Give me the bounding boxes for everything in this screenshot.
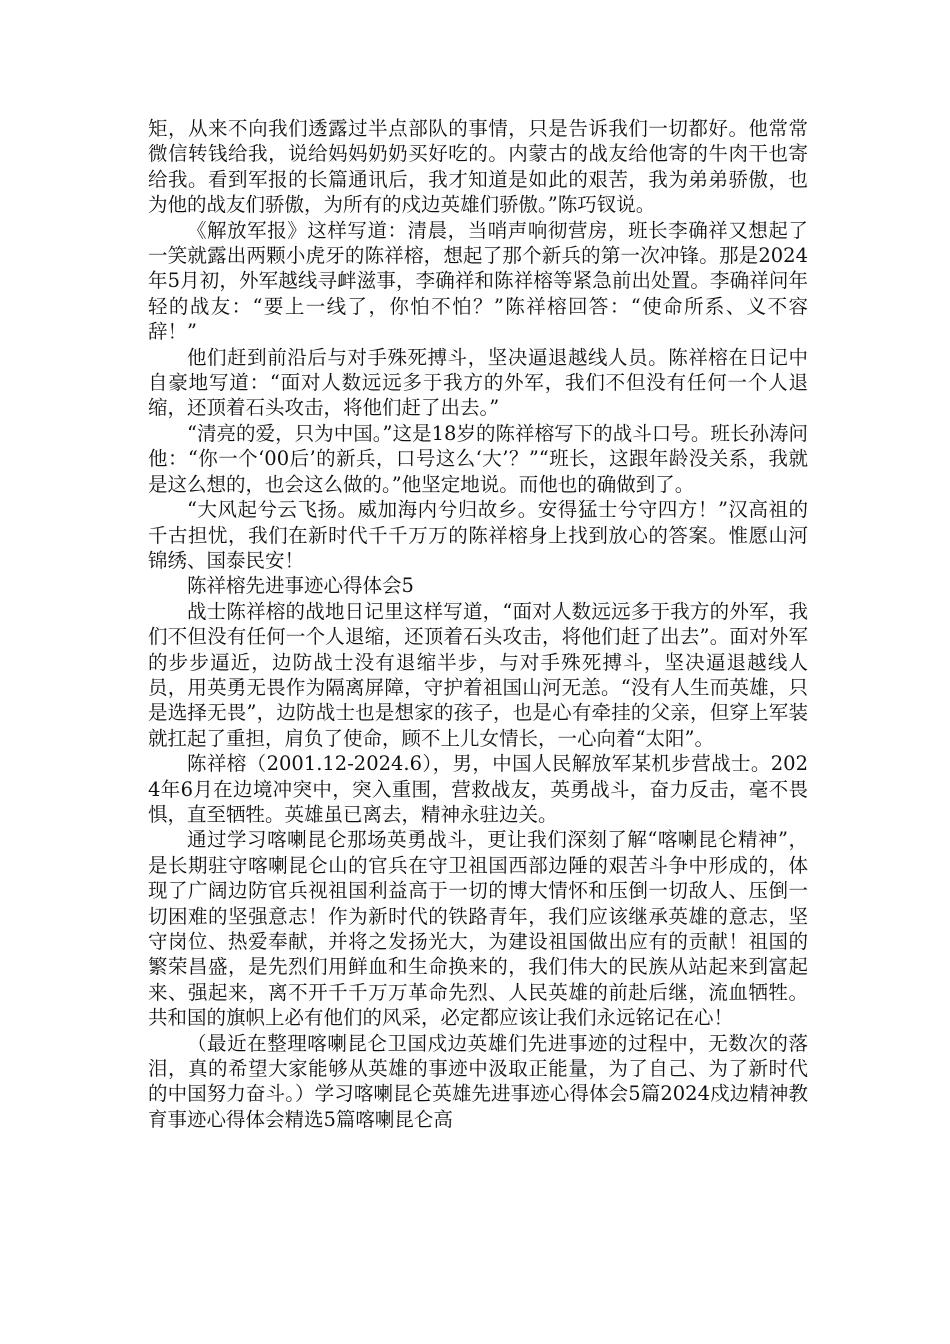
paragraph-5: “大风起兮云飞扬。威加海内兮归故乡。安得猛士兮守四方！”汉高祖的千古担忧，我们在新时代千千万万的陈祥榕身上找到放心的答案。惟愿山河锦绣、国泰民安！ — [148, 498, 808, 572]
paragraph-2: 《解放军报》这样写道：清晨，当哨声响彻营房，班长李确祥又想起了一笑就露出两颗小虎牙的陈祥榕，想起了那个新兵的第一次冲锋。那是2024年5月初，外军越线寻衅滋事，李确祥和陈祥榕等紧急前出处置。李确祥问年轻的战友：“要上一线了，你怕不怕？”陈祥榕回答：“使命所系、义不容辞！” — [148, 218, 808, 344]
paragraph-4: “清亮的爱，只为中国。”这是18岁的陈祥榕写下的战斗口号。班长孙涛问他：“你一个‘00后’的新兵，口号这么‘大’？”“班长，这跟年龄没关系，我就是这么想的，也会这么做的。”他坚定地说。而他也的确做到了。 — [148, 421, 808, 496]
paragraph-3: 他们赶到前沿后与对手殊死搏斗，坚决逼退越线人员。陈祥榕在日记中自豪地写道：“面对人数远远多于我方的外军，我们不但没有任何一个人退缩，还顶着石头攻击，将他们赶了出去。” — [148, 345, 808, 420]
paragraph-9: 通过学习喀喇昆仑那场英勇战斗，更让我们深刻了解“喀喇昆仑精神”，是长期驻守喀喇昆仑山的官兵在守卫祖国西部边陲的艰苦斗争中形成的，体现了广阔边防官兵视祖国利益高于一切的博大情怀和压倒一切敌人、压倒一切困难的坚强意志！作为新时代的铁路青年，我们应该继承英雄的意志，坚守岗位、热爱奉献，并将之发扬光大，为建设祖国做出应有的贡献！祖国的繁荣昌盛，是先烈们用鲜血和生命换来的，我们伟大的民族从站起来到富起来、强起来，离不开千千万万革命先烈、人民英雄的前赴后继，流血牺牲。共和国的旗帜上必有他们的风采，必定都应该让我们永远铭记在心！ — [148, 828, 808, 1030]
paragraph-1: 矩，从来不向我们透露过半点部队的事情，只是告诉我们一切都好。他常常微信转钱给我，说给妈妈奶奶买好吃的。内蒙古的战友给他寄的牛肉干也寄给我。看到军报的长篇通讯后，我才知道是如此的艰苦，我为弟弟骄傲，也为他的战友们骄傲，为所有的戍边英雄们骄傲。”陈巧钗说。 — [148, 117, 808, 217]
document-body — [148, 116, 808, 1132]
paragraph-10: （最近在整理喀喇昆仑卫国戍边英雄们先进事迹的过程中，无数次的落泪，真的希望大家能够从英雄的事迹中汲取正能量，为了自己、为了新时代的中国努力奋斗。）学习喀喇昆仑英雄先进事迹心得体会5篇2024戍边精神教育事迹心得体会精选5篇喀喇昆仑高 — [148, 1031, 808, 1131]
paragraph-8: 陈祥榕（2001.12-2024.6），男，中国人民解放军某机步营战士。2024年6月在边境冲突中，突入重围，营救战友，英勇战斗，奋力反击，毫不畏惧，直至牺牲。英雄虽已离去，精神永驻边关。 — [148, 752, 808, 826]
section-heading: 陈祥榕先进事迹心得体会5 — [187, 574, 414, 598]
paragraph-7: 战士陈祥榕的战地日记里这样写道，“面对人数远远多于我方的外军，我们不但没有任何一个人退缩，还顶着石头攻击，将他们赶了出去”。面对外军的步步逼近，边防战士没有退缩半步，与对手殊死搏斗，坚决逼退越线人员，用英勇无畏作为隔离屏障，守护着祖国山河无恙。“没有人生而英雄，只是选择无畏”，边防战士也是想家的孩子，也是心有牵挂的父亲，但穿上军装就扛起了重担，肩负了使命，顾不上儿女情长，一心向着“太阳”。 — [148, 599, 808, 750]
